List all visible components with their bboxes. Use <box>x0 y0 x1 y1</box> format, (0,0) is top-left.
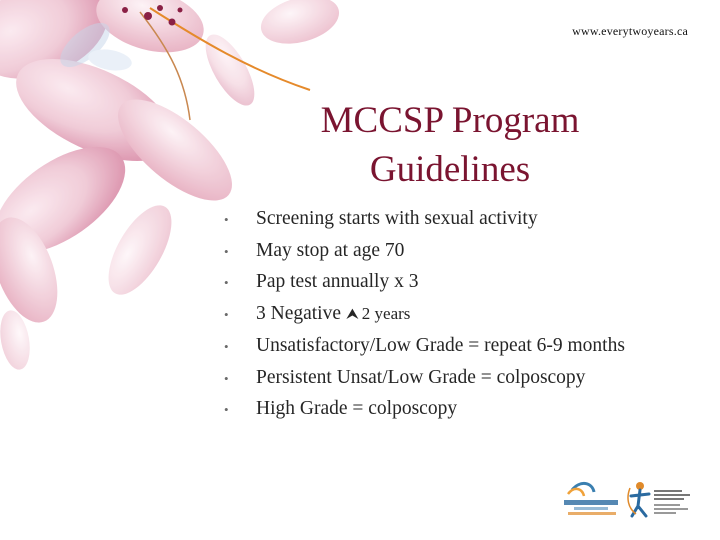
list-item <box>222 363 692 395</box>
list-item-text: Persistent Unsat/Low Grade = colposcopy <box>256 366 586 388</box>
list-item <box>222 299 692 331</box>
list-item-text: Screening starts with sexual activity <box>256 208 538 229</box>
list-item <box>222 204 692 236</box>
sponsor-logos <box>560 476 700 526</box>
guidelines-list <box>222 204 692 426</box>
interval-text: 2 years <box>361 304 411 324</box>
list-item <box>222 331 692 363</box>
bullet-icon: • <box>224 243 229 259</box>
bullet-icon: • <box>224 212 229 227</box>
list-item <box>222 394 692 426</box>
bullet-icon: • <box>224 370 229 386</box>
bullet-icon: • <box>224 338 229 354</box>
list-item-text: Unsatisfactory/Low Grade = repeat 6-9 months <box>256 334 625 356</box>
list-item-text: May stop at age 70 <box>256 239 405 261</box>
list-item-text: High Grade = colposcopy <box>256 398 458 420</box>
arrow-up-icon: ⮝ <box>346 305 359 324</box>
list-item <box>222 236 692 268</box>
list-item-text <box>256 299 410 330</box>
title-line-2: Guidelines <box>369 149 531 190</box>
website-url: www.everytwoyears.ca <box>572 24 688 38</box>
cancercare-logo <box>564 483 618 515</box>
slide-title <box>250 96 650 194</box>
bullet-icon: • <box>224 402 229 418</box>
list-item-text: Pap test annually x 3 <box>256 271 419 293</box>
list-item <box>222 267 692 299</box>
screening-program-logo <box>628 482 690 516</box>
bullet-icon: • <box>224 307 229 323</box>
negative-count-text: 3 Negative <box>256 303 342 325</box>
bullet-icon: • <box>224 275 229 291</box>
title-line-1: MCCSP Program <box>320 100 580 141</box>
